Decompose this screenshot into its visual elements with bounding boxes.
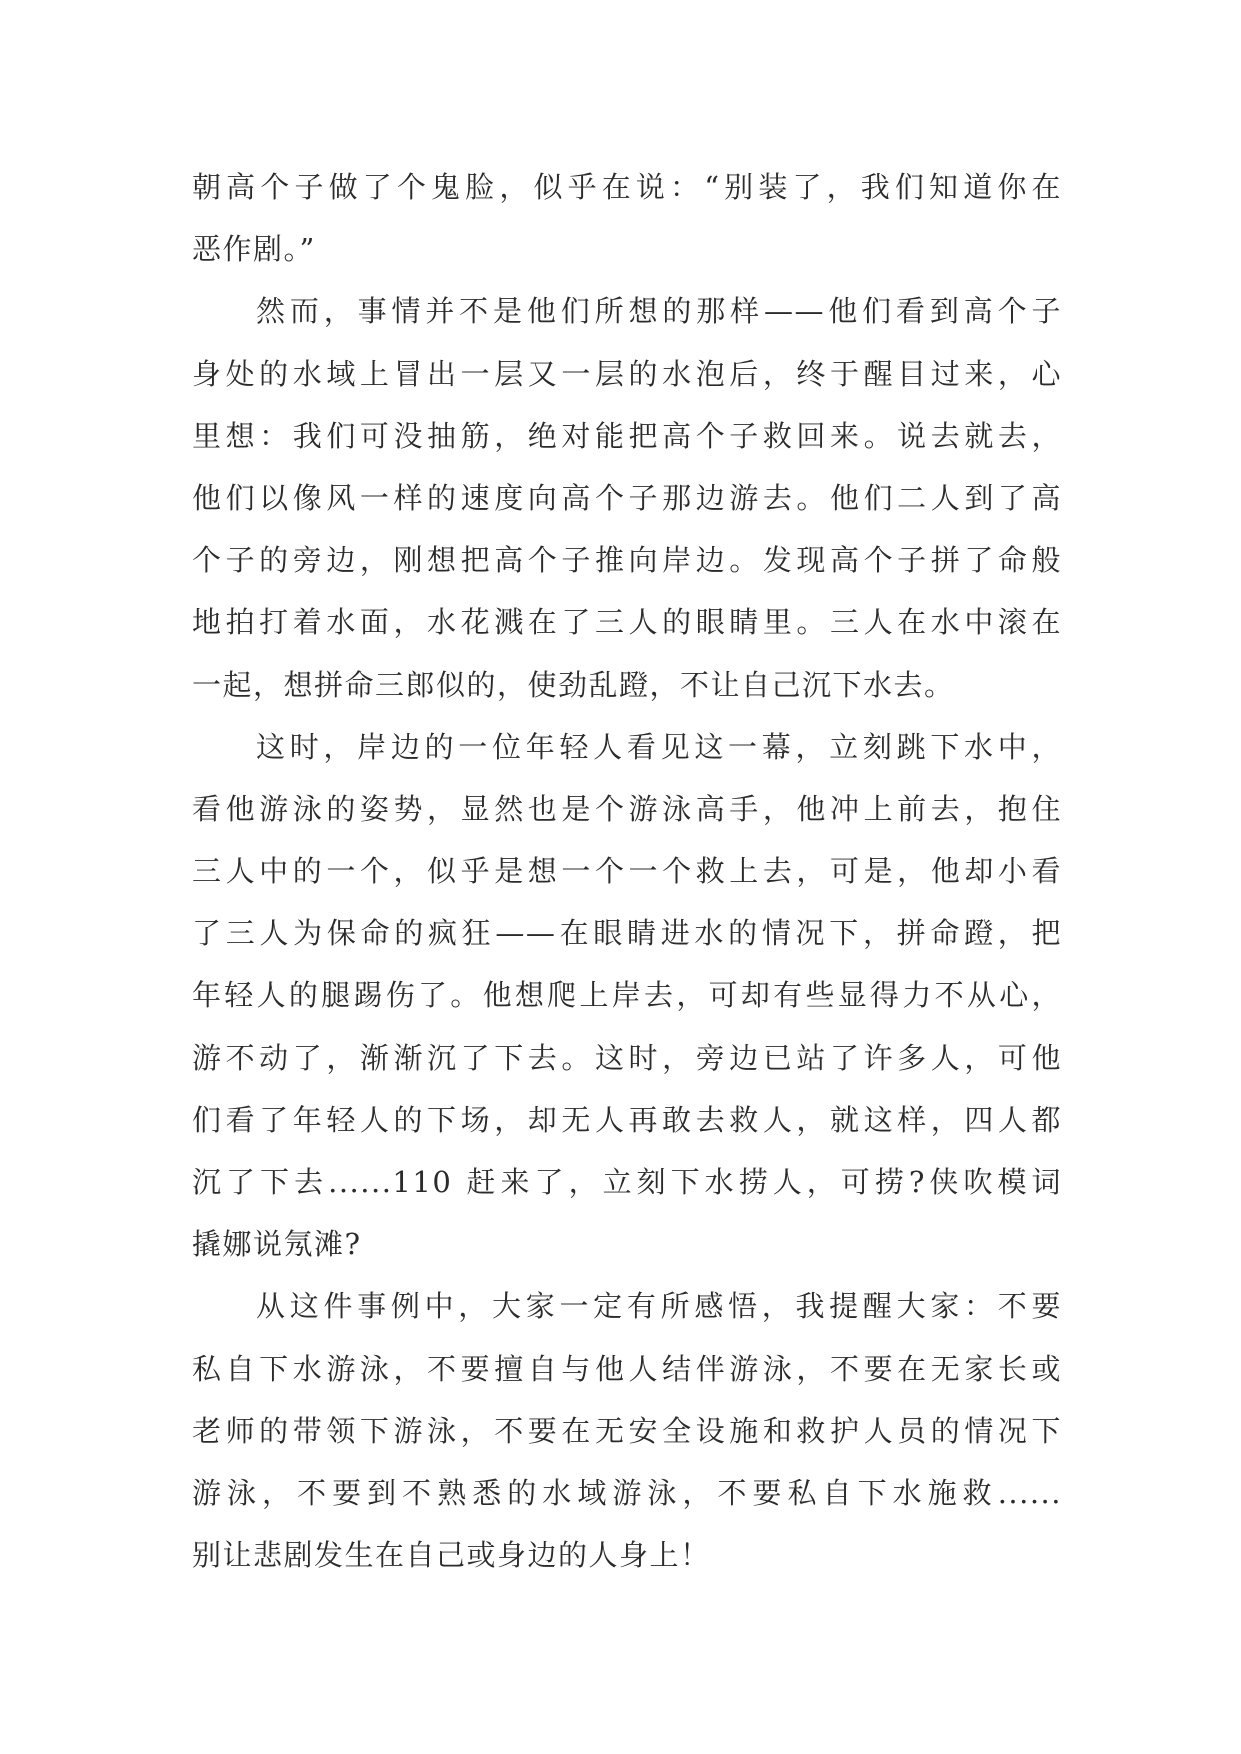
text-line: 恶作剧。” <box>192 232 316 267</box>
text-line: 别让悲剧发生在自己或身边的人身上！ <box>192 1538 711 1573</box>
text-line: 私自下水游泳，不要擅自与他人结伴游泳，不要在无家长或 <box>192 1351 1062 1386</box>
text-line: 老师的带领下游泳，不要在无安全设施和救护人员的情况下 <box>192 1413 1062 1448</box>
paragraph-start-line: 这时，岸边的一位年轻人看见这一幕，立刻跳下水中， <box>256 729 1062 764</box>
text-line: 三人中的一个，似乎是想一个一个救上去，可是，他却小看 <box>192 854 1062 889</box>
text-line: 地拍打着水面，水花溅在了三人的眼睛里。三人在水中滚在 <box>192 605 1062 640</box>
text-line: 看他游泳的姿势，显然也是个游泳高手，他冲上前去，抱住 <box>192 791 1062 826</box>
text-line: 了三人为保命的疯狂——在眼睛进水的情况下，拼命蹬，把 <box>192 916 1062 951</box>
text-line: 朝高个子做了个鬼脸，似乎在说：“别装了，我们知道你在 <box>192 170 1062 204</box>
body-text <box>192 156 1062 1586</box>
text-line: 里想：我们可没抽筋，绝对能把高个子救回来。说去就去， <box>192 418 1062 453</box>
paragraph-start-line: 从这件事例中，大家一定有所感悟，我提醒大家：不要 <box>256 1289 1062 1324</box>
text-line: 游不动了，渐渐沉了下去。这时，旁边已站了许多人，可他 <box>192 1040 1062 1075</box>
text-line: 们看了年轻人的下场，却无人再敢去救人，就这样，四人都 <box>192 1102 1062 1137</box>
text-line: 个子的旁边，刚想把高个子推向岸边。发现高个子拼了命般 <box>192 543 1062 578</box>
text-line: 游泳，不要到不熟悉的水域游泳，不要私自下水施救...... <box>192 1475 1062 1510</box>
text-line: 他们以像风一样的速度向高个子那边游去。他们二人到了高 <box>192 480 1062 515</box>
text-line: 身处的水域上冒出一层又一层的水泡后，终于醒目过来，心 <box>192 356 1062 391</box>
text-line: 撬娜说氖滩? <box>192 1227 362 1262</box>
text-line: 一起，想拼命三郎似的，使劲乱蹬，不让自己沉下水去。 <box>192 667 955 702</box>
text-line: 沉了下去......110 赶来了，立刻下水捞人，可捞?侠吹模词 <box>192 1165 1062 1199</box>
text-line: 年轻人的腿踢伤了。他想爬上岸去，可却有些显得力不从心， <box>192 978 1062 1013</box>
paragraph-start-line: 然而，事情并不是他们所想的那样——他们看到高个子 <box>256 294 1062 329</box>
